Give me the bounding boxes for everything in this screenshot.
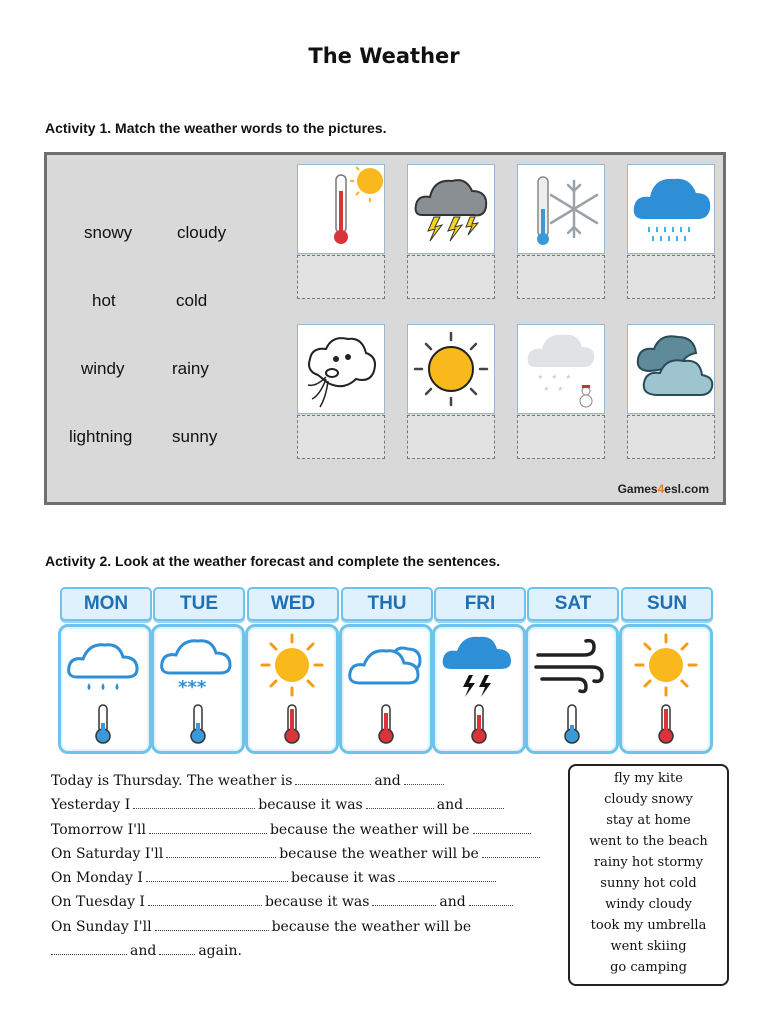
blank[interactable] xyxy=(146,869,288,882)
hot-thermometer-icon xyxy=(659,705,673,743)
forecast-card-mon xyxy=(58,624,152,754)
sentence-7: On Sunday I'll because the weather will be xyxy=(51,919,472,935)
word-windy: windy xyxy=(81,359,125,378)
answer-slot[interactable] xyxy=(517,255,605,299)
svg-text:*: * xyxy=(558,384,563,398)
svg-text:***: *** xyxy=(178,677,207,698)
blank[interactable] xyxy=(398,869,496,882)
hot-thermometer-icon xyxy=(379,705,393,743)
forecast-card-tue xyxy=(151,624,245,754)
day-thu: THU xyxy=(341,587,433,621)
blank[interactable] xyxy=(466,796,504,809)
blank[interactable] xyxy=(372,893,436,906)
answer-slot[interactable] xyxy=(407,415,495,459)
sun-icon xyxy=(262,635,322,695)
cold-thermometer-icon xyxy=(565,705,579,743)
blank[interactable] xyxy=(166,845,276,858)
svg-text:*: * xyxy=(538,372,543,386)
word-snowy: snowy xyxy=(84,223,133,242)
forecast-card-wed xyxy=(245,624,339,754)
activity-1-heading: Activity 1. Match the weather words to the pictures. xyxy=(45,120,387,136)
blank[interactable] xyxy=(159,942,195,955)
word-cold: cold xyxy=(176,291,208,310)
windy-cloud-face-icon xyxy=(297,324,385,414)
storm-cloud-lightning-icon xyxy=(407,164,495,254)
activity-2-heading: Activity 2. Look at the weather forecast and complete the sentences. xyxy=(45,553,501,569)
blank[interactable] xyxy=(295,772,371,785)
snow-cloud-snowman-icon xyxy=(517,324,605,414)
blank[interactable] xyxy=(473,821,531,834)
day-tue: TUE xyxy=(153,587,245,621)
sentence-8: and again. xyxy=(51,942,242,959)
word-lightning: lightning xyxy=(69,427,133,446)
day-sun: SUN xyxy=(621,587,713,621)
forecast-card-sun xyxy=(619,624,713,754)
blank[interactable] xyxy=(51,942,127,955)
word-bank-item: rainy hot stormy xyxy=(593,855,704,870)
forecast-card-fri xyxy=(432,624,526,754)
svg-text:*: * xyxy=(544,384,549,398)
cloud-icon xyxy=(350,648,420,683)
blank[interactable] xyxy=(133,796,255,809)
blank[interactable] xyxy=(155,918,269,931)
answer-slot[interactable] xyxy=(297,255,385,299)
word-bank-item: went skiing xyxy=(610,939,687,954)
sentence-2: Yesterday I because it was and xyxy=(51,796,507,813)
hot-thermometer-icon xyxy=(285,705,299,743)
brand-logo: Games4esl.com xyxy=(617,482,709,496)
cold-thermometer-icon xyxy=(191,705,205,743)
svg-text:*: * xyxy=(566,372,571,386)
word-cloudy: cloudy xyxy=(177,223,227,242)
word-bank-item: stay at home xyxy=(606,813,691,828)
word-bank-item: go camping xyxy=(610,960,687,975)
answer-slot[interactable] xyxy=(517,415,605,459)
cloudy-icon xyxy=(627,324,715,414)
cold-thermometer-snowflake-icon xyxy=(517,164,605,254)
word-bank-item: went to the beach xyxy=(589,834,708,849)
storm-cloud-icon xyxy=(443,637,511,697)
sun-icon xyxy=(636,635,696,695)
blank[interactable] xyxy=(366,796,434,809)
word-rainy: rainy xyxy=(172,359,209,378)
answer-slot[interactable] xyxy=(407,255,495,299)
answer-slot[interactable] xyxy=(297,415,385,459)
word-bank-item: sunny hot cold xyxy=(600,876,697,891)
day-fri: FRI xyxy=(434,587,526,621)
sentence-6: On Tuesday I because it was and xyxy=(51,893,516,910)
blank[interactable] xyxy=(404,772,444,785)
day-mon: MON xyxy=(60,587,152,621)
word-bank xyxy=(568,764,729,986)
sentence-5: On Monday I because it was xyxy=(51,869,499,886)
sun-icon xyxy=(407,324,495,414)
forecast-card-thu xyxy=(339,624,433,754)
wind-icon xyxy=(536,641,602,692)
day-wed: WED xyxy=(247,587,339,621)
blank[interactable] xyxy=(148,893,262,906)
cold-thermometer-icon xyxy=(96,705,110,743)
sentence-1: Today is Thursday. The weather is and xyxy=(51,772,447,789)
activity-1-panel xyxy=(44,152,726,505)
hot-thermometer-icon xyxy=(472,705,486,743)
blank[interactable] xyxy=(469,893,513,906)
day-sat: SAT xyxy=(527,587,619,621)
word-hot: hot xyxy=(92,291,116,310)
svg-text:*: * xyxy=(552,372,557,386)
hot-thermometer-sun-icon xyxy=(297,164,385,254)
rain-cloud-icon xyxy=(627,164,715,254)
forecast-card-sat xyxy=(525,624,619,754)
blank[interactable] xyxy=(482,845,540,858)
sentence-4: On Saturday I'll because the weather will be xyxy=(51,845,543,862)
word-bank-item: windy cloudy xyxy=(605,897,692,912)
answer-slot[interactable] xyxy=(627,415,715,459)
page-title: The Weather xyxy=(308,44,460,68)
word-bank-item: took my umbrella xyxy=(590,918,707,933)
blank[interactable] xyxy=(149,821,267,834)
rain-cloud-icon xyxy=(69,645,137,690)
answer-slot[interactable] xyxy=(627,255,715,299)
word-sunny: sunny xyxy=(172,427,218,446)
word-bank-item: cloudy snowy xyxy=(604,792,693,807)
word-bank-item: fly my kite xyxy=(614,771,683,786)
sentence-3: Tomorrow I'll because the weather will be xyxy=(51,821,534,838)
snow-cloud-icon xyxy=(162,641,230,698)
